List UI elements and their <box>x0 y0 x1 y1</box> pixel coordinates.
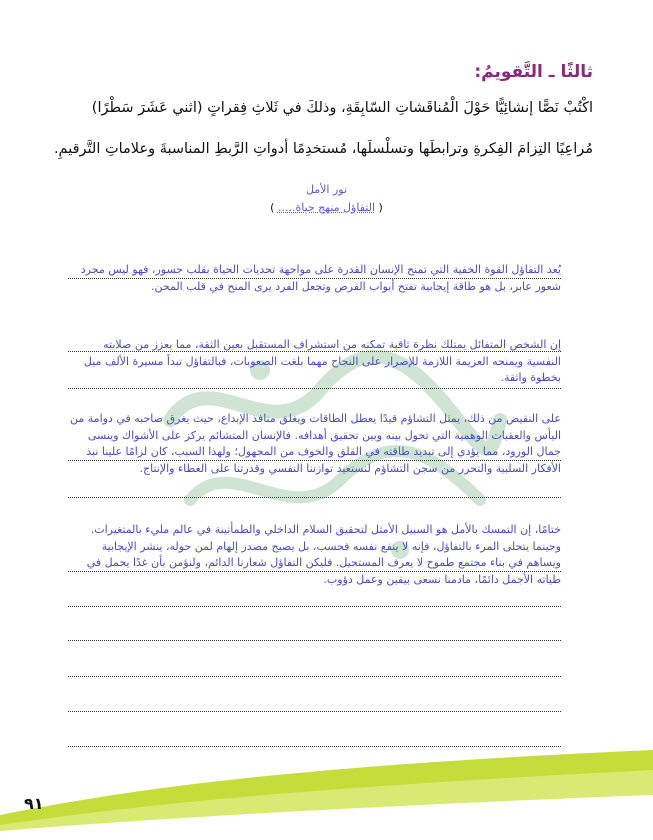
section-title: ثالثًا ـ التَّقويمُ: <box>474 62 593 82</box>
writing-line <box>68 497 561 498</box>
instruction-line-2: مُراعِيًا التِزامَ الفِكرةِ وترابطَها وتسلْسلَها، مُستخدِمًا أدواتِ الرَّبطِ المناسبةَ وعلاماتِ التَّرقيمِ. <box>53 141 593 157</box>
essay-title: نور الأمل <box>305 183 348 196</box>
instruction-line-1: اكْتُبْ نَصًّا إنشائِيًّا حَوْلَ الْمُناقَشاتِ السّابِقَةِ، وذلكَ في ثَلاثِ فِقراتٍ (اثني عَشَرَ سَطْرًا) <box>91 100 593 116</box>
subtitle-text: التفاؤل منهج حياة..... <box>277 201 376 214</box>
essay-paragraph-3: على النقيض من ذلك، يمثل التشاؤم قيدًا يعطل الطاقات ويغلق منافذ الإبداع، حيث يغرق صاحبه في دوامة من اليأس والعقبات الوهمية التي تحول بينه وبين تحقيق أهدافه. فالإنسان المتشائم يركز على الأشواك وينسى جمال الورود، مما يؤدي إلى تبديد طاقته في القلق والخوف من المجهول؛ ولهذا السبب، كان لزامًا علينا نبذ الأفكار السلبية والتحرر من سجن التشاؤم لنستعيد توازننا النفسي وقدرتنا على العطاء والإنتاج. <box>70 412 561 475</box>
footer-swoosh <box>0 745 653 840</box>
writing-line <box>68 640 561 641</box>
page-number: ٩١ <box>24 794 44 813</box>
essay-paragraph-1: يُعد التفاؤل القوة الخفية التي تمنح الإنسان القدرة على مواجهة تحديات الحياة بقلب جسور، فهو ليس مجرد شعور عابر، بل هو طاقة إيجابية تفتح أبواب الفرص وتجعل الفرد يرى المنح في قلب المحن. <box>80 263 561 293</box>
writing-line <box>68 606 561 607</box>
writing-line <box>68 388 561 389</box>
subtitle-close-bracket: ) <box>270 201 275 214</box>
subtitle-open-bracket: ( <box>378 201 383 214</box>
writing-line <box>68 676 561 677</box>
essay-paragraph-4: ختامًا، إن التمسك بالأمل هو السبيل الأمثل لتحقيق السلام الداخلي والطمأنينة في عالم مليء بالمتغيرات. وحينما يتحلى المرء بالتفاؤل، فإنه لا ينفع نفسه فحسب، بل يصبح مصدر إلهام لمن حوله، ينشر الإيجابية ويساهم في بناء مجتمع طموح لا يعرف المستحيل. فليكن التفاؤل شعارنا الدائم، ولنؤمن بأن غدًا يحمل في طياته الأجمل دائمًا، مادمنا نسعى بيقين وعمل دؤوب. <box>86 523 561 586</box>
writing-line <box>68 711 561 712</box>
essay-subtitle <box>0 201 653 214</box>
essay-paragraph-2: إن الشخص المتفائل يمتلك نظرة ثاقبة تمكنه من استشراف المستقبل بعين الثقة، مما يعزز من صلابته النفسية ويمنحه العزيمة اللازمة للإصرار على النجاح مهما بلغت الصعوبات، فبالتفاؤل تبدأ مسيرة الألف ميل بخطوة واثقة. <box>83 338 561 384</box>
